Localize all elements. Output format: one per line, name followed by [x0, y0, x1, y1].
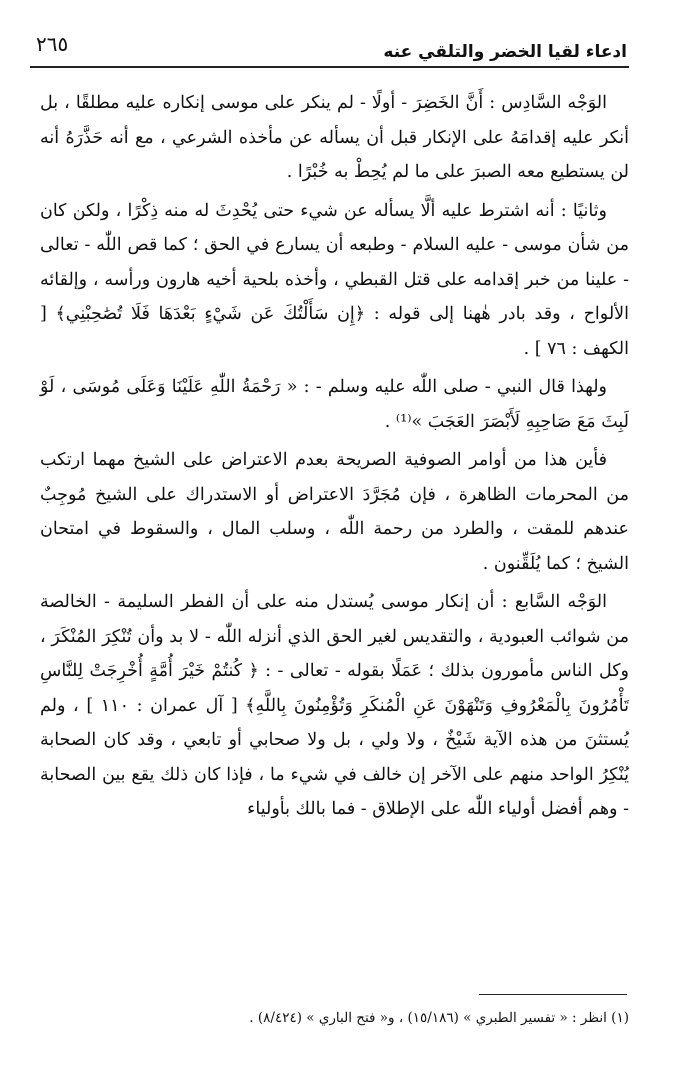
paragraph-seventh-aspect: الوَجْه السَّابع : أن إنكار موسى يُستدل منه على أن الفطر السليمة - الخالصة من شوائب العبودية ، والتقديس لغير الحق الذي أنزله اللّٰه - لا بد وأن تُنْكِرَ المُنْكَرَ ، وكل الناس مأمورون بذلك ؛ عَمَلًا بقوله - تعالى - : ﴿ كُنتُمْ خَيْرَ أُمَّةٍ أُخْرِجَتْ لِلنَّاسِ تَأْمُرُونَ بِالْمَعْرُوفِ وَتَنْهَوْنَ عَنِ الْمُنكَرِ وَتُؤْمِنُونَ بِاللَّهِ﴾ [ آل عمران : ١١٠ ] ، ولم يُستثنَ من هذه الآية شَيْخٌ ، ولا ولي ، بل ولا صحابي أو تابعي ، وقد كان الصحابة يُنْكِرُ الواحد منهم على الآخر إن خالف في شيء ما ، فإذا كان ذلك يقع بين الصحابة - وهم أفضل أولياء اللّٰه على الإطلاق - فما بالك بأولياء [40, 592, 629, 819]
main-text [40, 86, 629, 831]
paragraph-sixth-aspect: الوَجْه السَّادِس : أَنَّ الخَضِرَ - أولًا - لم ينكر على موسى إنكاره عليه مطلقًا ، بل أنكر عليه إقدامَهُ على الإنكار قبل أن يسأله عن مأخذه الشرعي ، مع أنه حَذَّرَهُ أنه لن يستطيع معه الصبرَ على ما لم يُحِطْ به خُبْرًا . [40, 93, 629, 182]
paragraph-sufi-orders: فأين هذا من أوامر الصوفية الصريحة بعدم الاعتراض على الشيخ مهما ارتكب من المحرمات الظاهرة ، فإن مُجَرَّدَ الاعتراض أو الاستدراك على الشيخ مُوجِبٌ عندهم للمقت ، والطرد من رحمة اللّٰه ، وسلب المال ، والسقوط في امتحان الشيخ ؛ كما يُلَقِّنون . [40, 450, 629, 574]
footnote: (١) انظر : « تفسير الطبري » (١٥/١٨٦) ، و« فتح الباري » (٨/٤٢٤) . [249, 1010, 629, 1026]
running-title: ادعاء لقيا الخضر والتلقي عنه [383, 42, 627, 62]
page-number: ٢٦٥ [36, 32, 69, 56]
paragraph-hadith: ولهذا قال النبي - صلى اللّٰه عليه وسلم - : « رَحْمَةُ اللّٰهِ عَلَيْنَا وَعَلَى مُوسَى ، لَوْ لَبِثَ مَعَ صَاحِبِهِ لَأَبْصَرَ العَجَبَ »⁽¹⁾ . [40, 377, 629, 432]
page-header [30, 22, 629, 68]
footnote-divider [479, 994, 627, 995]
paragraph-secondly: وثانيًا : أنه اشترط عليه ألَّا يسأله عن شيء حتى يُحْدِثَ له منه ذِكْرًا ، ولكن كان من شأن موسى - عليه السلام - وطبعه أن يسارع في الحق ؛ كما قص اللّٰه - تعالى - علينا من خبر إقدامه على قتل القبطي ، وأخذه بلحية أخيه هارون ورأسه ، وإلقائه الألواح ، وقد بادر هٰهنا إلى قوله : ﴿إِن سَأَلْتُكَ عَن شَيْءٍ بَعْدَهَا فَلَا تُصَٰحِبْنِي﴾ [ الكهف : ٧٦ ] . [40, 200, 629, 359]
